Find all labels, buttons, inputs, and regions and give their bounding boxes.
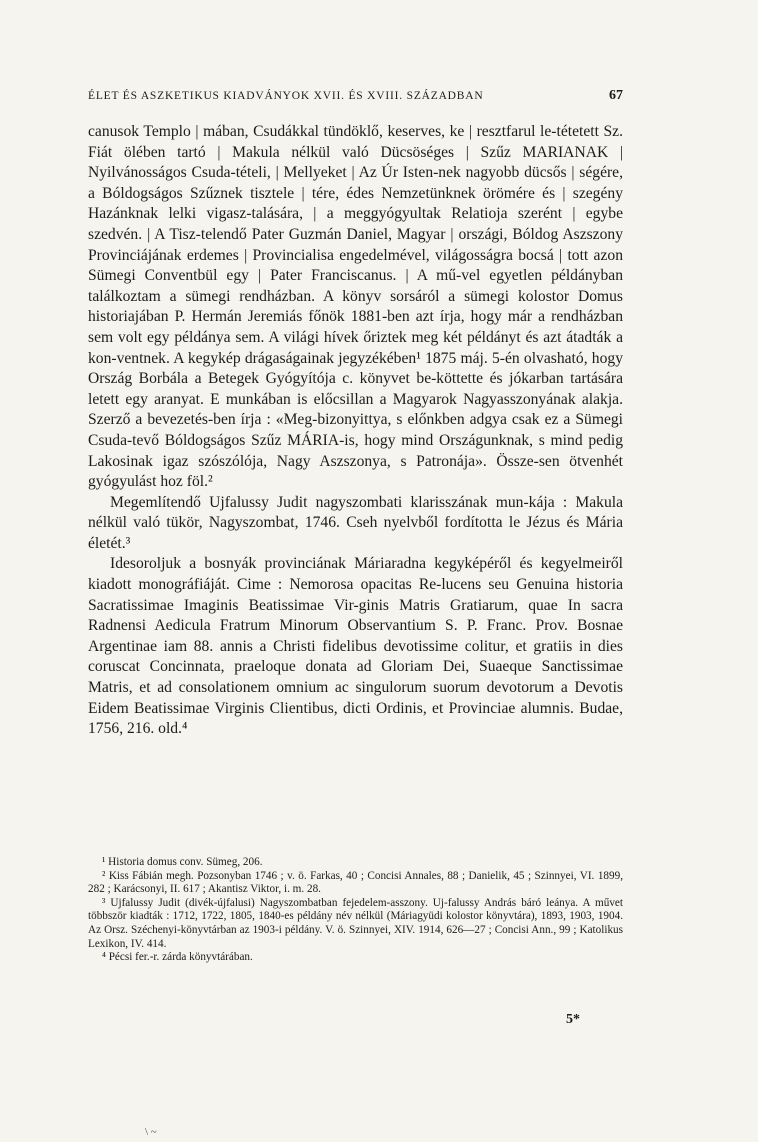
running-header bbox=[88, 88, 623, 104]
running-title: ÉLET ÉS ASZKETIKUS KIADVÁNYOK XVII. ÉS XVIII. SZÁZADBAN bbox=[88, 90, 484, 102]
signature-mark: 5* bbox=[566, 1012, 580, 1027]
main-text bbox=[88, 122, 623, 740]
footnote-3: ³ Ujfalussy Judit (divék-újfalusi) Nagyszombatban fejedelem-asszony. Uj-falussy András báró leánya. A művet többször kiadták : 1712, 1722, 1805, 1840-es példány név nélkül (Máriagyüdi kolostor könyvtára), 1893, 1903, 1904. Az Orsz. Széchenyi-könyvtárban az 1903-i példány. V. ö. Szinnyei, XIV. 1914, 626—27 ; Concisi Ann., 99 ; Katolikus Lexikon, IV. 414. bbox=[88, 896, 623, 950]
stray-marks: \ ~ bbox=[145, 1126, 157, 1138]
footnotes bbox=[88, 856, 623, 965]
footnote-2: ² Kiss Fábián megh. Pozsonyban 1746 ; v. ö. Farkas, 40 ; Concisi Annales, 88 ; Danielik, 45 ; Szinnyei, VI. 1899, 282 ; Karácsonyi, II. 617 ; Akantisz Viktor, i. m. 28. bbox=[88, 869, 623, 896]
paragraph-1: canusok Templo | mában, Csudákkal tündöklő, keserves, ke | resztfarul le-tétetett Sz. Fiát ölében tartó | Makula nélkül való Dücsöséges | Szűz MARIANAK | Nyilvánosságos Csuda-tételi, | Mellyeket | Az Úr Isten-nek nagyobb dücsős | ségére, a Bóldogságos Szűznek tisztele | tére, édes Nemzetünknek örömére és | szegény Hazánknak lelki vigasz-talására, | a meggyógyultak Relatioja szerént | egybe szedvén. | A Tisz-telendő Pater Guzmán Daniel, Magyar | országi, Bóldog Aszszony Provinciájának erdemes | Provincialisa engedelmével, világosságra bocsá | tott azon Sümegi Conventbül egy | Pater Franciscanus. | A mű-vel egyetlen példányban találkoztam a sümegi rendházban. A könyv sorsáról a sümegi kolostor Domus historiajában P. Hermán Jeremiás főnök 1881-ben azt írja, hogy már a rendházban sem volt egy példánya sem. A világi hívek őriztek meg két példányt és azt átadták a kon-ventnek. A kegykép drágaságainak jegyzékében¹ 1875 máj. 5-én olvasható, hogy Ország Borbála a Betegek Gyógyítója c. könyvet be-köttette és jókarban tartására letett egy aranyat. E munkában is előcsillan a Magyarok Nagyasszonyának alakja. Szerző a bevezetés-ben írja : «Meg-bizonyittya, s előnkben adgya csak ez a Sümegi Csuda-tevő Bóldogságos Szűz MÁRIA-is, hogy mind Országunknak, s mind pedig Lakosinak igaz szószólója, Nagy Aszszonya, s Patronája». Össze-sen ötvenhét gyógyulást hoz föl.² bbox=[88, 123, 623, 491]
footnote-1: ¹ Historia domus conv. Sümeg, 206. bbox=[102, 856, 263, 868]
paragraph-2: Megemlítendő Ujfalussy Judit nagyszombati klarisszának mun-kája : Makula nélkül való tükör, Nagyszombat, 1746. Cseh nyelvből fordította le Jézus és Mária életét.³ bbox=[88, 493, 623, 552]
page-number: 67 bbox=[609, 88, 623, 103]
paragraph-3: Idesoroljuk a bosnyák provinciának Máriaradna kegyképéről és kegyelmeiről kiadott monográfiáját. Cime : Nemorosa opacitas Re-lucens seu Genuina historia Sacratissimae Imaginis Beatissimae Vir-ginis Matris Gratiarum, quae In sacra Radnensi Aedicula Fratrum Minorum Observantium S. P. Franc. Prov. Bosnae Argentinae iam 88. annis a Christi fidelibus devotissime colitur, et gratiis in dies coruscat Concinnata, praeloque donata ad Gloriam Dei, Suaeque Sanctissimae Matris, et ad consolationem omnium ac singulorum suorum devotorum a Devotis Eidem Beatissimae Virginis Clientibus, dicti Ordinis, et Provinciae alumnis. Budae, 1756, 216. old.⁴ bbox=[88, 555, 623, 738]
footnote-4: ⁴ Pécsi fer.-r. zárda könyvtárában. bbox=[102, 951, 253, 964]
